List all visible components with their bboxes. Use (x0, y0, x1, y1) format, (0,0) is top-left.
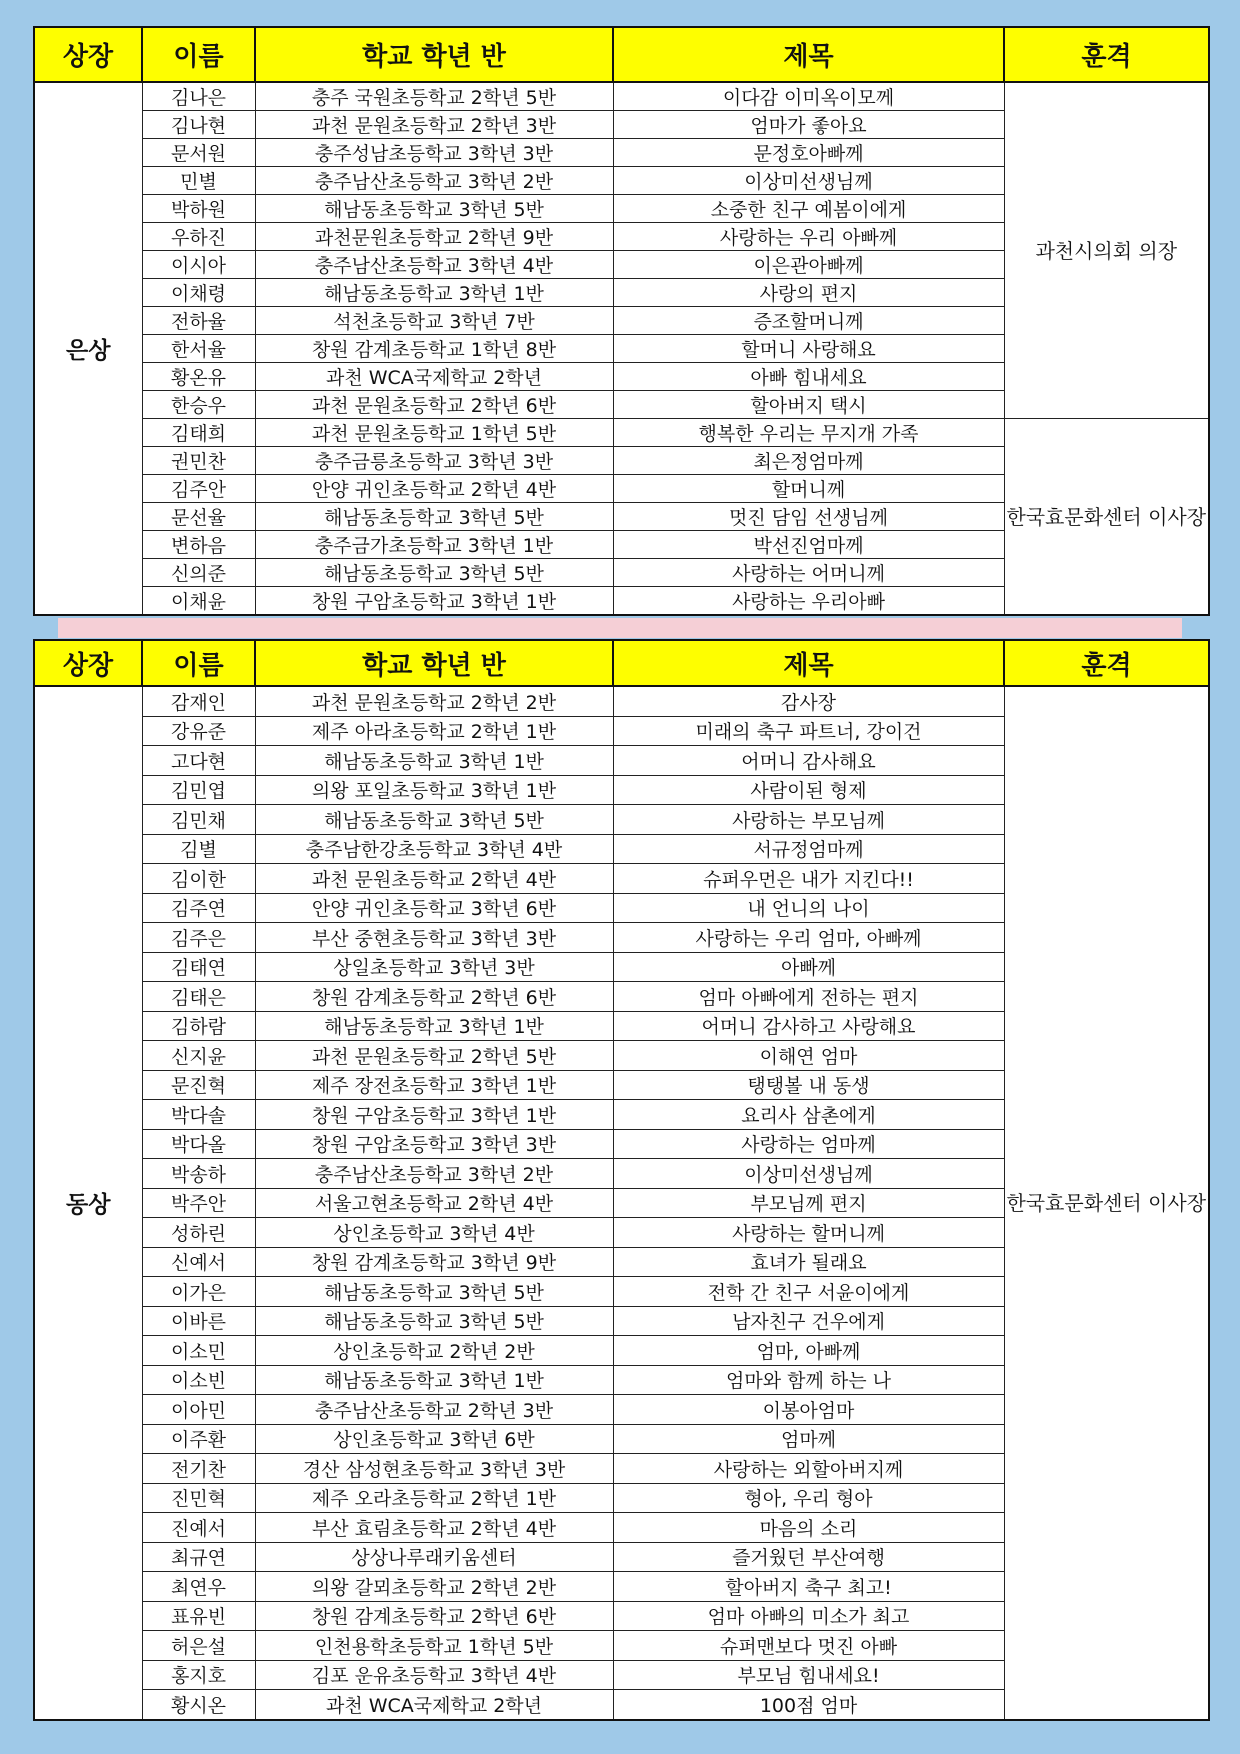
title-cell: 이은관아빠께 (613, 251, 1004, 279)
title-cell: 슈퍼우먼은 내가 지킨다!! (613, 864, 1004, 894)
name-cell: 박다올 (142, 1129, 255, 1159)
title-cell: 내 언니의 나이 (613, 893, 1004, 923)
separator-strip (58, 618, 1182, 638)
name-cell: 이바른 (142, 1306, 255, 1336)
school-cell: 의왕 포일초등학교 3학년 1반 (255, 775, 613, 805)
name-cell: 김민엽 (142, 775, 255, 805)
name-cell: 최연우 (142, 1572, 255, 1602)
title-cell: 이해연 엄마 (613, 1041, 1004, 1071)
school-cell: 창원 구암초등학교 3학년 1반 (255, 1100, 613, 1130)
title-cell: 엄마께 (613, 1424, 1004, 1454)
school-cell: 충주남산초등학교 3학년 2반 (255, 1159, 613, 1189)
name-cell: 김주안 (142, 475, 255, 503)
title-cell: 슈퍼맨보다 멋진 아빠 (613, 1631, 1004, 1661)
name-cell: 민별 (142, 167, 255, 195)
title-cell: 엄마, 아빠께 (613, 1336, 1004, 1366)
name-cell: 문진혁 (142, 1070, 255, 1100)
header-school: 학교 학년 반 (255, 640, 613, 686)
school-cell: 부산 중현초등학교 3학년 3반 (255, 923, 613, 953)
name-cell: 한승우 (142, 391, 255, 419)
endorsement-cell: 한국효문화센터 이사장 (1004, 686, 1209, 1720)
school-cell: 해남동초등학교 3학년 1반 (255, 746, 613, 776)
title-cell: 전학 간 친구 서윤이에게 (613, 1277, 1004, 1307)
school-cell: 해남동초등학교 3학년 5반 (255, 805, 613, 835)
name-cell: 김민채 (142, 805, 255, 835)
title-cell: 미래의 축구 파트너, 강이건 (613, 716, 1004, 746)
school-cell: 창원 구암초등학교 3학년 1반 (255, 587, 613, 616)
school-cell: 과천 WCA국제학교 2학년 (255, 363, 613, 391)
title-cell: 즐거웠던 부산여행 (613, 1542, 1004, 1572)
award-cell: 은상 (34, 82, 142, 615)
title-cell: 100점 엄마 (613, 1690, 1004, 1720)
title-cell: 아빠 힘내세요 (613, 363, 1004, 391)
title-cell: 부모님 힘내세요! (613, 1660, 1004, 1690)
name-cell: 황온유 (142, 363, 255, 391)
name-cell: 박다솔 (142, 1100, 255, 1130)
school-cell: 해남동초등학교 3학년 1반 (255, 1011, 613, 1041)
endorsement-cell: 한국효문화센터 이사장 (1004, 419, 1209, 616)
school-cell: 상인초등학교 3학년 4반 (255, 1218, 613, 1248)
name-cell: 권민찬 (142, 447, 255, 475)
name-cell: 이소빈 (142, 1365, 255, 1395)
school-cell: 창원 감계초등학교 3학년 9반 (255, 1247, 613, 1277)
title-cell: 박선진엄마께 (613, 531, 1004, 559)
name-cell: 최규연 (142, 1542, 255, 1572)
name-cell: 박송하 (142, 1159, 255, 1189)
school-cell: 충주남한강초등학교 3학년 4반 (255, 834, 613, 864)
title-cell: 엄마 아빠의 미소가 최고 (613, 1601, 1004, 1631)
school-cell: 해남동초등학교 3학년 5반 (255, 503, 613, 531)
bronze-award-table (33, 639, 1210, 1721)
title-cell: 남자친구 건우에게 (613, 1306, 1004, 1336)
name-cell: 이아민 (142, 1395, 255, 1425)
header-title: 제목 (613, 27, 1004, 82)
header-name: 이름 (142, 27, 255, 82)
title-cell: 문정호아빠께 (613, 139, 1004, 167)
title-cell: 엄마와 함께 하는 나 (613, 1365, 1004, 1395)
header-endorsement: 훈격 (1004, 640, 1209, 686)
name-cell: 이주환 (142, 1424, 255, 1454)
school-cell: 창원 구암초등학교 3학년 3반 (255, 1129, 613, 1159)
school-cell: 경산 삼성현초등학교 3학년 3반 (255, 1454, 613, 1484)
table-row (34, 82, 1209, 111)
name-cell: 변하음 (142, 531, 255, 559)
title-cell: 아빠께 (613, 952, 1004, 982)
name-cell: 황시온 (142, 1690, 255, 1720)
title-cell: 사람이된 형제 (613, 775, 1004, 805)
school-cell: 과천 WCA국제학교 2학년 (255, 1690, 613, 1720)
title-cell: 소중한 친구 예봄이에게 (613, 195, 1004, 223)
title-cell: 사랑하는 엄마께 (613, 1129, 1004, 1159)
name-cell: 이소민 (142, 1336, 255, 1366)
title-cell: 멋진 담임 선생님께 (613, 503, 1004, 531)
title-cell: 서규정엄마께 (613, 834, 1004, 864)
school-cell: 창원 감계초등학교 2학년 6반 (255, 1601, 613, 1631)
school-cell: 부산 효림초등학교 2학년 4반 (255, 1513, 613, 1543)
school-cell: 과천 문원초등학교 1학년 5반 (255, 419, 613, 447)
name-cell: 김태연 (142, 952, 255, 982)
title-cell: 요리사 삼촌에게 (613, 1100, 1004, 1130)
title-cell: 최은정엄마께 (613, 447, 1004, 475)
name-cell: 박주안 (142, 1188, 255, 1218)
school-cell: 과천 문원초등학교 2학년 2반 (255, 686, 613, 716)
table-row (34, 419, 1209, 447)
school-cell: 과천 문원초등학교 2학년 6반 (255, 391, 613, 419)
school-cell: 해남동초등학교 3학년 5반 (255, 1277, 613, 1307)
title-cell: 이봉아엄마 (613, 1395, 1004, 1425)
title-cell: 사랑하는 우리아빠 (613, 587, 1004, 616)
school-cell: 서울고현초등학교 2학년 4반 (255, 1188, 613, 1218)
silver-award-table (33, 26, 1210, 616)
title-cell: 사랑하는 외할아버지께 (613, 1454, 1004, 1484)
name-cell: 박하원 (142, 195, 255, 223)
name-cell: 김나은 (142, 82, 255, 111)
endorsement-cell: 과천시의회 의장 (1004, 82, 1209, 419)
school-cell: 해남동초등학교 3학년 5반 (255, 195, 613, 223)
school-cell: 김포 운유초등학교 3학년 4반 (255, 1660, 613, 1690)
school-cell: 석천초등학교 3학년 7반 (255, 307, 613, 335)
title-cell: 사랑하는 할머니께 (613, 1218, 1004, 1248)
name-cell: 전하율 (142, 307, 255, 335)
title-cell: 행복한 우리는 무지개 가족 (613, 419, 1004, 447)
name-cell: 문선율 (142, 503, 255, 531)
table-header-row (34, 640, 1209, 686)
school-cell: 충주 국원초등학교 2학년 5반 (255, 82, 613, 111)
school-cell: 상상나루래키움센터 (255, 1542, 613, 1572)
name-cell: 진예서 (142, 1513, 255, 1543)
school-cell: 제주 아라초등학교 2학년 1반 (255, 716, 613, 746)
name-cell: 김별 (142, 834, 255, 864)
school-cell: 해남동초등학교 3학년 1반 (255, 1365, 613, 1395)
name-cell: 이가은 (142, 1277, 255, 1307)
school-cell: 충주금가초등학교 3학년 1반 (255, 531, 613, 559)
school-cell: 충주금릉초등학교 3학년 3반 (255, 447, 613, 475)
school-cell: 의왕 갈뫼초등학교 2학년 2반 (255, 1572, 613, 1602)
title-cell: 이상미선생님께 (613, 167, 1004, 195)
school-cell: 과천 문원초등학교 2학년 3반 (255, 111, 613, 139)
title-cell: 사랑하는 부모님께 (613, 805, 1004, 835)
name-cell: 문서원 (142, 139, 255, 167)
name-cell: 김태은 (142, 982, 255, 1012)
title-cell: 사랑하는 우리 엄마, 아빠께 (613, 923, 1004, 953)
title-cell: 할아버지 택시 (613, 391, 1004, 419)
title-cell: 감사장 (613, 686, 1004, 716)
name-cell: 김하람 (142, 1011, 255, 1041)
title-cell: 할머니 사랑해요 (613, 335, 1004, 363)
name-cell: 한서율 (142, 335, 255, 363)
school-cell: 과천 문원초등학교 2학년 5반 (255, 1041, 613, 1071)
title-cell: 어머니 감사해요 (613, 746, 1004, 776)
school-cell: 제주 장전초등학교 3학년 1반 (255, 1070, 613, 1100)
title-cell: 증조할머니께 (613, 307, 1004, 335)
title-cell: 탱탱볼 내 동생 (613, 1070, 1004, 1100)
school-cell: 상일초등학교 3학년 3반 (255, 952, 613, 982)
table-row (34, 686, 1209, 716)
name-cell: 감재인 (142, 686, 255, 716)
school-cell: 충주남산초등학교 3학년 4반 (255, 251, 613, 279)
title-cell: 사랑의 편지 (613, 279, 1004, 307)
title-cell: 이상미선생님께 (613, 1159, 1004, 1189)
header-title: 제목 (613, 640, 1004, 686)
school-cell: 창원 감계초등학교 1학년 8반 (255, 335, 613, 363)
name-cell: 허은설 (142, 1631, 255, 1661)
table-header-row (34, 27, 1209, 82)
title-cell: 엄마 아빠에게 전하는 편지 (613, 982, 1004, 1012)
title-cell: 부모님께 편지 (613, 1188, 1004, 1218)
school-cell: 해남동초등학교 3학년 1반 (255, 279, 613, 307)
name-cell: 표유빈 (142, 1601, 255, 1631)
school-cell: 상인초등학교 3학년 6반 (255, 1424, 613, 1454)
school-cell: 충주남산초등학교 3학년 2반 (255, 167, 613, 195)
title-cell: 사랑하는 어머니께 (613, 559, 1004, 587)
title-cell: 할머니께 (613, 475, 1004, 503)
name-cell: 김태희 (142, 419, 255, 447)
title-cell: 엄마가 좋아요 (613, 111, 1004, 139)
header-award: 상장 (34, 27, 142, 82)
title-cell: 이다감 이미옥이모께 (613, 82, 1004, 111)
school-cell: 충주남산초등학교 2학년 3반 (255, 1395, 613, 1425)
name-cell: 고다현 (142, 746, 255, 776)
school-cell: 상인초등학교 2학년 2반 (255, 1336, 613, 1366)
school-cell: 과천 문원초등학교 2학년 4반 (255, 864, 613, 894)
name-cell: 이채령 (142, 279, 255, 307)
school-cell: 제주 오라초등학교 2학년 1반 (255, 1483, 613, 1513)
title-cell: 마음의 소리 (613, 1513, 1004, 1543)
name-cell: 이시아 (142, 251, 255, 279)
title-cell: 할아버지 축구 최고! (613, 1572, 1004, 1602)
header-name: 이름 (142, 640, 255, 686)
name-cell: 우하진 (142, 223, 255, 251)
header-endorsement: 훈격 (1004, 27, 1209, 82)
school-cell: 창원 감계초등학교 2학년 6반 (255, 982, 613, 1012)
school-cell: 해남동초등학교 3학년 5반 (255, 1306, 613, 1336)
award-cell: 동상 (34, 686, 142, 1720)
school-cell: 과천문원초등학교 2학년 9반 (255, 223, 613, 251)
name-cell: 김나현 (142, 111, 255, 139)
school-cell: 충주성남초등학교 3학년 3반 (255, 139, 613, 167)
school-cell: 안양 귀인초등학교 2학년 4반 (255, 475, 613, 503)
title-cell: 사랑하는 우리 아빠께 (613, 223, 1004, 251)
name-cell: 신의준 (142, 559, 255, 587)
name-cell: 전기찬 (142, 1454, 255, 1484)
name-cell: 김이한 (142, 864, 255, 894)
name-cell: 신지윤 (142, 1041, 255, 1071)
header-school: 학교 학년 반 (255, 27, 613, 82)
name-cell: 이채윤 (142, 587, 255, 616)
name-cell: 김주은 (142, 923, 255, 953)
name-cell: 강유준 (142, 716, 255, 746)
school-cell: 안양 귀인초등학교 3학년 6반 (255, 893, 613, 923)
header-award: 상장 (34, 640, 142, 686)
name-cell: 홍지호 (142, 1660, 255, 1690)
title-cell: 어머니 감사하고 사랑해요 (613, 1011, 1004, 1041)
school-cell: 인천용학초등학교 1학년 5반 (255, 1631, 613, 1661)
name-cell: 김주연 (142, 893, 255, 923)
title-cell: 효녀가 될래요 (613, 1247, 1004, 1277)
title-cell: 형아, 우리 형아 (613, 1483, 1004, 1513)
name-cell: 신예서 (142, 1247, 255, 1277)
name-cell: 진민혁 (142, 1483, 255, 1513)
name-cell: 성하린 (142, 1218, 255, 1248)
school-cell: 해남동초등학교 3학년 5반 (255, 559, 613, 587)
